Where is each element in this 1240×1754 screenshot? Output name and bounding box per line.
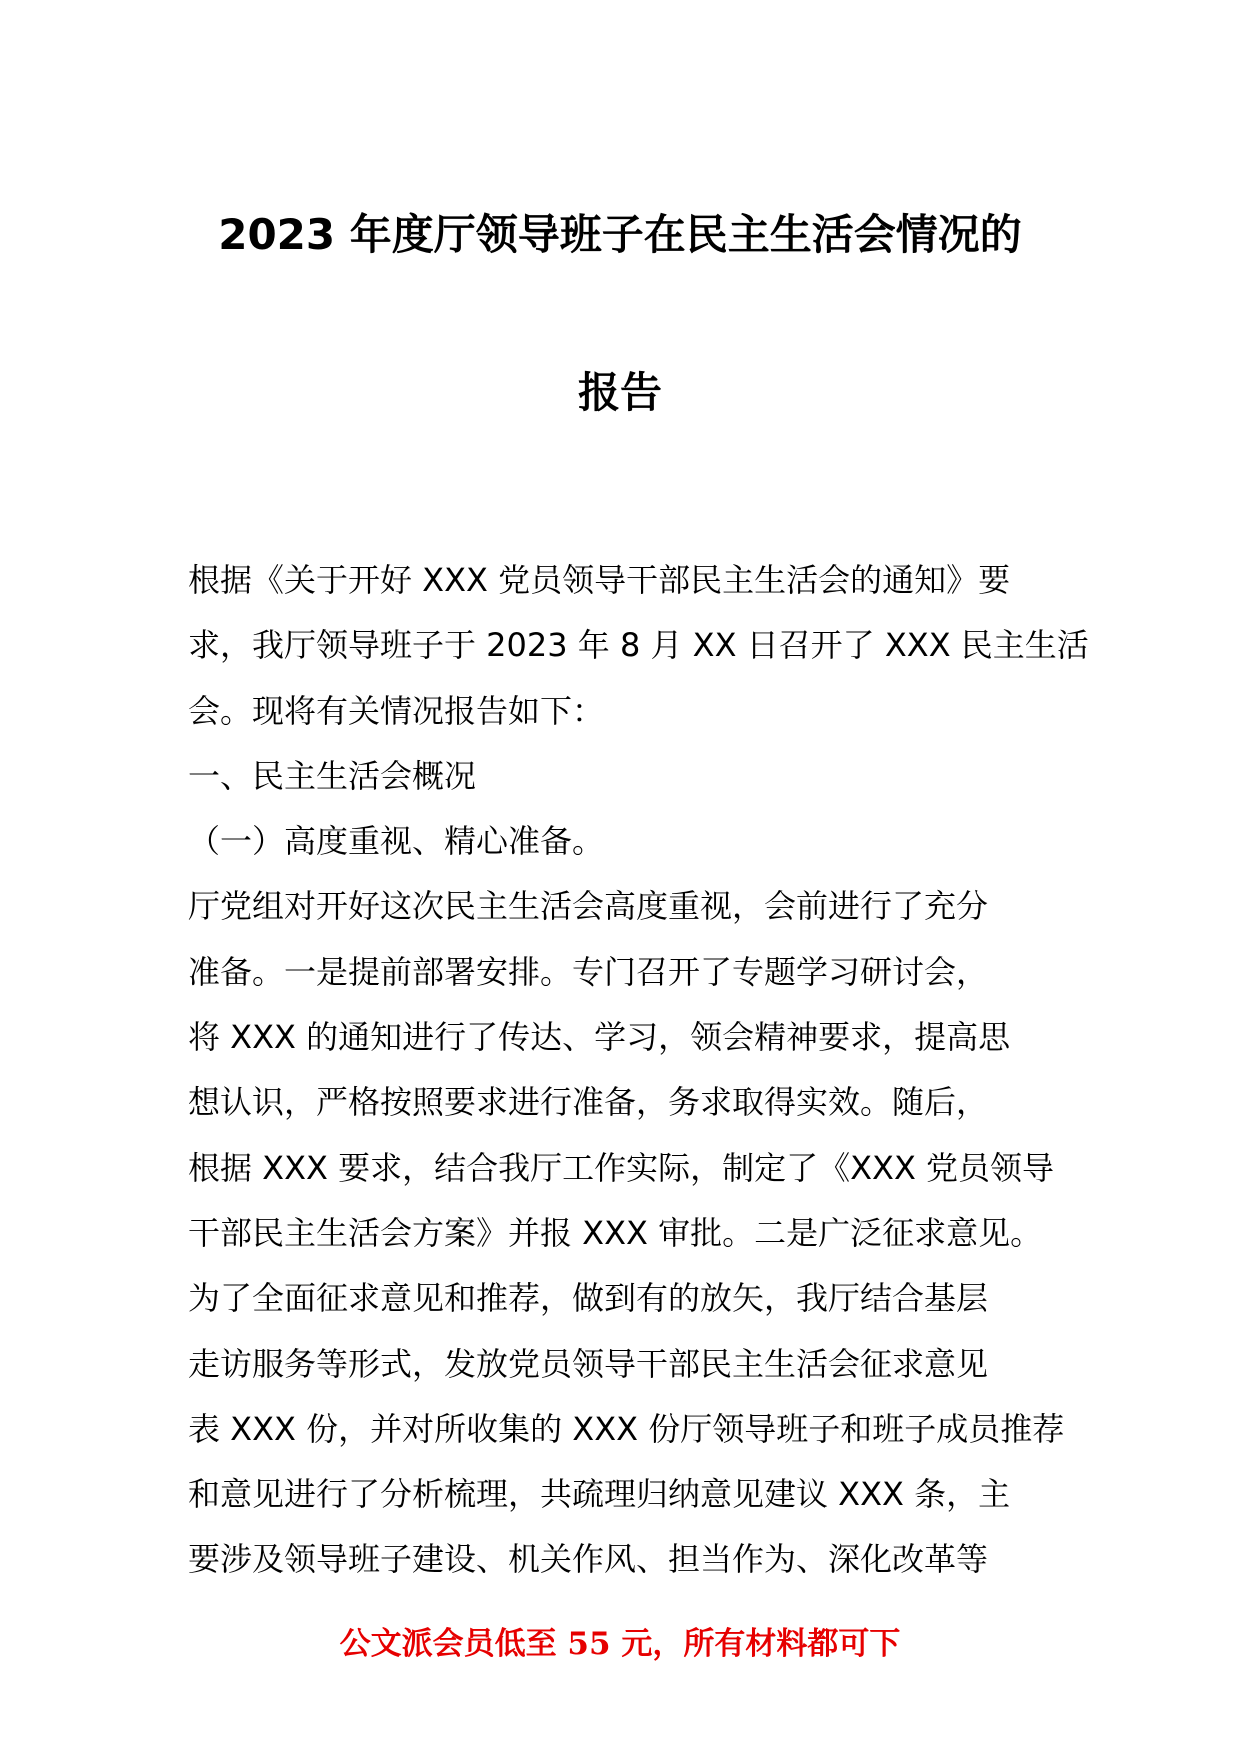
body-line: 一、民主生活会概况 — [188, 756, 477, 795]
promo-footer: 公文派会员低至 55 元，所有材料都可下 — [339, 1626, 901, 1662]
body-line: 将 XXX 的通知进行了传达、学习，领会精神要求，提高思 — [188, 1018, 1011, 1057]
document-title-line-1: 2023 年度厅领导班子在民主生活会情况的 — [218, 210, 1022, 259]
body-line: 表 XXX 份，并对所收集的 XXX 份厅领导班子和班子成员推荐 — [188, 1409, 1065, 1448]
body-line: 会。现将有关情况报告如下： — [188, 691, 605, 730]
body-line: 走访服务等形式，发放党员领导干部民主生活会征求意见 — [188, 1344, 989, 1383]
body-line: 根据《关于开好 XXX 党员领导干部民主生活会的通知》要 — [188, 561, 1011, 599]
body-line: 要涉及领导班子建设、机关作风、担当作为、深化改革等 — [188, 1540, 989, 1579]
body-line: 想认识，严格按照要求进行准备，务求取得实效。随后， — [188, 1083, 989, 1122]
body-line: （一）高度重视、精心准备。 — [188, 822, 605, 861]
document-title-line-2: 报告 — [577, 368, 662, 417]
body-line: 干部民主生活会方案》并报 XXX 审批。二是广泛征求意见。 — [188, 1213, 1043, 1252]
body-line: 根据 XXX 要求，结合我厅工作实际，制定了《XXX 党员领导 — [188, 1148, 1055, 1187]
body-line: 求，我厅领导班子于 2023 年 8 月 XX 日召开了 XXX 民主生活 — [188, 626, 1089, 665]
document-body — [188, 548, 1088, 1593]
body-line: 为了全面征求意见和推荐，做到有的放矢，我厅结合基层 — [188, 1279, 989, 1318]
body-line: 和意见进行了分析梳理，共疏理归纳意见建议 XXX 条，主 — [188, 1475, 1011, 1514]
body-line: 厅党组对开好这次民主生活会高度重视，会前进行了充分 — [188, 887, 989, 926]
body-line: 准备。一是提前部署安排。专门召开了专题学习研讨会， — [188, 952, 989, 991]
